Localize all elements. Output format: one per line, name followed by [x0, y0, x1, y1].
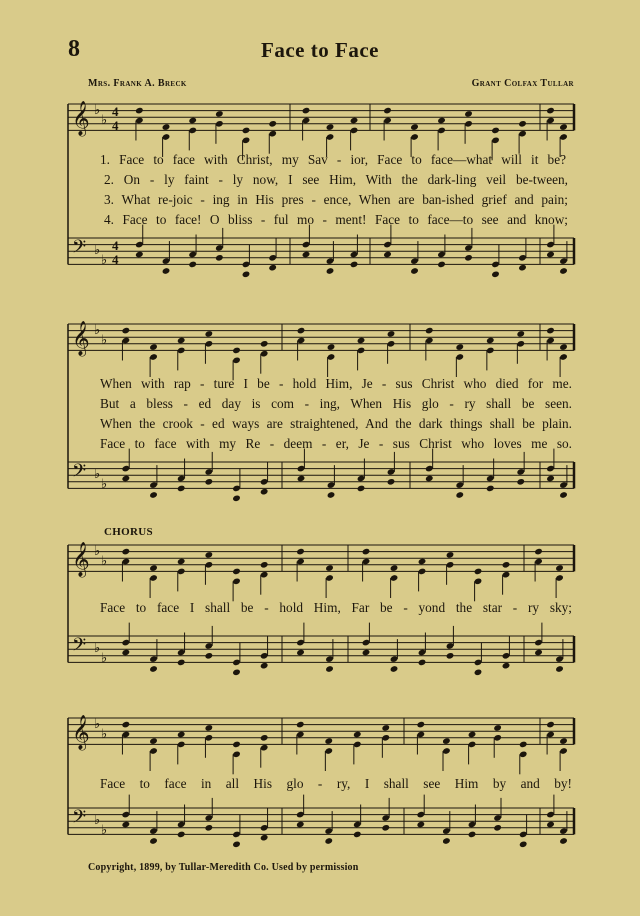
note-head: [546, 721, 555, 729]
note-head: [162, 123, 171, 131]
note-head: [325, 564, 334, 572]
note-head: [383, 251, 392, 259]
treble-clef: 𝄞: [72, 542, 90, 577]
note-head: [242, 127, 251, 135]
note-head: [425, 475, 434, 483]
lyricist-credit: Mrs. Frank A. Breck: [88, 78, 187, 89]
note-head: [410, 123, 419, 131]
verse-line: 4. Face to face! O bliss - ful mo - ment! Face to face—to see and know;: [104, 212, 568, 227]
note-head: [534, 649, 543, 657]
note-head: [215, 254, 224, 262]
note-head: [486, 485, 495, 493]
note-head: [188, 117, 197, 125]
flat-sign: ♭: [101, 331, 108, 347]
note-head: [205, 724, 214, 732]
note-head: [546, 107, 555, 115]
flat-sign: ♭: [94, 543, 101, 558]
note-head: [149, 737, 158, 745]
chorus-label: CHORUS: [104, 526, 153, 538]
flat-sign: ♭: [101, 821, 108, 837]
flat-sign: ♭: [101, 552, 108, 568]
note-head: [326, 267, 335, 275]
note-head: [559, 343, 568, 351]
note-head: [491, 127, 500, 135]
note-head: [464, 110, 473, 118]
note-head: [122, 821, 131, 829]
flat-sign: ♭: [94, 322, 101, 337]
flat-sign: ♭: [101, 725, 108, 741]
verse-line: Face to face with my Re - deem - er, Je - sus Christ who loves me so.: [100, 436, 572, 451]
note-head: [493, 824, 502, 832]
note-head: [387, 330, 396, 338]
note-head: [357, 337, 366, 345]
note-head: [122, 327, 131, 335]
note-head: [559, 837, 568, 845]
note-head: [327, 491, 336, 499]
note-head: [324, 837, 333, 845]
note-head: [446, 551, 455, 559]
verse-line: 3. What re-joic - ing in His pres - ence, When are ban-ished grief and pain;: [104, 192, 568, 207]
note-head: [296, 649, 305, 657]
flat-sign: ♭: [94, 640, 101, 655]
note-head: [362, 649, 371, 657]
flat-sign: ♭: [101, 649, 108, 665]
note-head: [437, 117, 446, 125]
note-head: [437, 261, 446, 269]
note-head: [418, 659, 427, 667]
note-head: [205, 478, 214, 486]
note-head: [350, 261, 359, 269]
note-head: [474, 669, 483, 677]
note-head: [559, 123, 568, 131]
note-head: [442, 837, 451, 845]
bass-clef: 𝄢: [72, 807, 87, 832]
note-head: [362, 548, 371, 556]
flat-sign: ♭: [94, 812, 101, 827]
note-head: [149, 564, 158, 572]
flat-sign: ♭: [94, 466, 101, 481]
time-signature: 4: [112, 238, 119, 253]
note-head: [381, 724, 390, 732]
note-head: [546, 821, 555, 829]
treble-clef: 𝄞: [72, 715, 90, 750]
note-head: [232, 841, 241, 849]
note-head: [559, 491, 568, 499]
note-head: [177, 558, 186, 566]
bass-clef: 𝄢: [72, 237, 87, 262]
note-head: [268, 264, 277, 272]
note-head: [410, 267, 419, 275]
note-head: [474, 568, 483, 576]
note-head: [260, 561, 269, 569]
note-head: [122, 721, 131, 729]
note-head: [502, 662, 511, 670]
verse-line: When with rap - ture I be - hold Him, Je - sus Christ who died for me.: [100, 376, 572, 391]
note-head: [324, 737, 333, 745]
flat-sign: ♭: [94, 102, 101, 117]
note-head: [353, 831, 362, 839]
composer-credit: Grant Colfax Tullar: [471, 78, 574, 89]
note-head: [455, 491, 464, 499]
note-head: [135, 251, 144, 259]
note-head: [491, 271, 500, 279]
note-head: [559, 267, 568, 275]
note-head: [149, 343, 158, 351]
note-head: [516, 478, 525, 486]
note-head: [302, 251, 311, 259]
verse-line: 2. On - ly faint - ly now, I see Him, With the dark-ling veil be-tween,: [104, 172, 568, 187]
note-head: [546, 251, 555, 259]
note-head: [149, 665, 158, 673]
note-head: [215, 110, 224, 118]
note-head: [260, 662, 269, 670]
note-head: [446, 652, 455, 660]
treble-clef: 𝄞: [72, 321, 90, 356]
note-head: [149, 491, 158, 499]
note-head: [122, 475, 131, 483]
note-head: [455, 343, 464, 351]
verse-line: When the crook - ed ways are straightened, And the dark things shall be plain.: [100, 416, 572, 431]
note-head: [260, 340, 269, 348]
hymn-number: 8: [68, 36, 80, 62]
time-signature: 4: [112, 118, 119, 133]
note-head: [260, 488, 269, 496]
note-head: [518, 264, 527, 272]
note-head: [416, 821, 425, 829]
note-head: [232, 568, 241, 576]
note-head: [519, 741, 528, 749]
note-head: [425, 327, 434, 335]
flat-sign: ♭: [94, 242, 101, 257]
note-head: [357, 485, 366, 493]
time-signature: 4: [112, 252, 119, 267]
flat-sign: ♭: [101, 111, 108, 127]
note-head: [177, 831, 186, 839]
verse-line: 1. Face to face with Christ, my Sav - ior, Face to face—what will it be?: [100, 152, 566, 167]
note-head: [296, 721, 305, 729]
note-head: [205, 824, 214, 832]
chorus-line: Face to face in all His glo - ry, I shall see Him by and by!: [100, 776, 572, 791]
note-head: [350, 117, 359, 125]
chorus-line: Face to face I shall be - hold Him, Far be - yond the star - ry sky;: [100, 600, 572, 615]
note-head: [518, 120, 527, 128]
note-head: [387, 478, 396, 486]
note-head: [242, 271, 251, 279]
flat-sign: ♭: [94, 716, 101, 731]
note-head: [232, 347, 241, 355]
note-head: [559, 737, 568, 745]
hymn-title: Face to Face: [261, 38, 379, 62]
note-head: [416, 721, 425, 729]
bass-clef: 𝄢: [72, 635, 87, 660]
note-head: [205, 652, 214, 660]
note-head: [188, 261, 197, 269]
note-head: [390, 665, 399, 673]
note-head: [486, 337, 495, 345]
note-head: [555, 564, 564, 572]
note-head: [296, 548, 305, 556]
note-head: [260, 734, 269, 742]
note-head: [418, 558, 427, 566]
treble-clef: 𝄞: [72, 101, 90, 136]
note-head: [232, 669, 241, 677]
note-head: [325, 665, 334, 673]
note-head: [296, 821, 305, 829]
note-head: [232, 495, 241, 503]
note-head: [555, 665, 564, 673]
bass-clef: 𝄢: [72, 461, 87, 486]
note-head: [232, 741, 241, 749]
note-head: [493, 724, 502, 732]
copyright-notice: Copyright, 1899, by Tullar-Meredith Co. Used by permission: [88, 862, 359, 873]
note-head: [390, 564, 399, 572]
note-head: [519, 841, 528, 849]
note-head: [302, 107, 311, 115]
verse-line: But a bless - ed day is com - ing, When His glo - ry shall be seen.: [100, 396, 572, 411]
note-head: [464, 254, 473, 262]
note-head: [381, 824, 390, 832]
note-head: [383, 107, 392, 115]
note-head: [260, 834, 269, 842]
note-head: [326, 123, 335, 131]
note-head: [177, 731, 186, 739]
note-head: [546, 327, 555, 335]
note-head: [502, 561, 511, 569]
note-head: [177, 337, 186, 345]
note-head: [534, 548, 543, 556]
flat-sign: ♭: [101, 251, 108, 267]
note-head: [468, 831, 477, 839]
note-head: [468, 731, 477, 739]
note-head: [122, 548, 131, 556]
note-head: [297, 327, 306, 335]
note-head: [516, 330, 525, 338]
flat-sign: ♭: [101, 475, 108, 491]
note-head: [327, 343, 336, 351]
note-head: [297, 475, 306, 483]
time-signature: 4: [112, 104, 119, 119]
note-head: [149, 837, 158, 845]
note-head: [122, 649, 131, 657]
note-head: [135, 107, 144, 115]
note-head: [268, 120, 277, 128]
note-head: [177, 485, 186, 493]
note-head: [353, 731, 362, 739]
note-head: [177, 659, 186, 667]
note-head: [546, 475, 555, 483]
note-head: [442, 737, 451, 745]
note-head: [205, 330, 214, 338]
note-head: [162, 267, 171, 275]
note-head: [205, 551, 214, 559]
